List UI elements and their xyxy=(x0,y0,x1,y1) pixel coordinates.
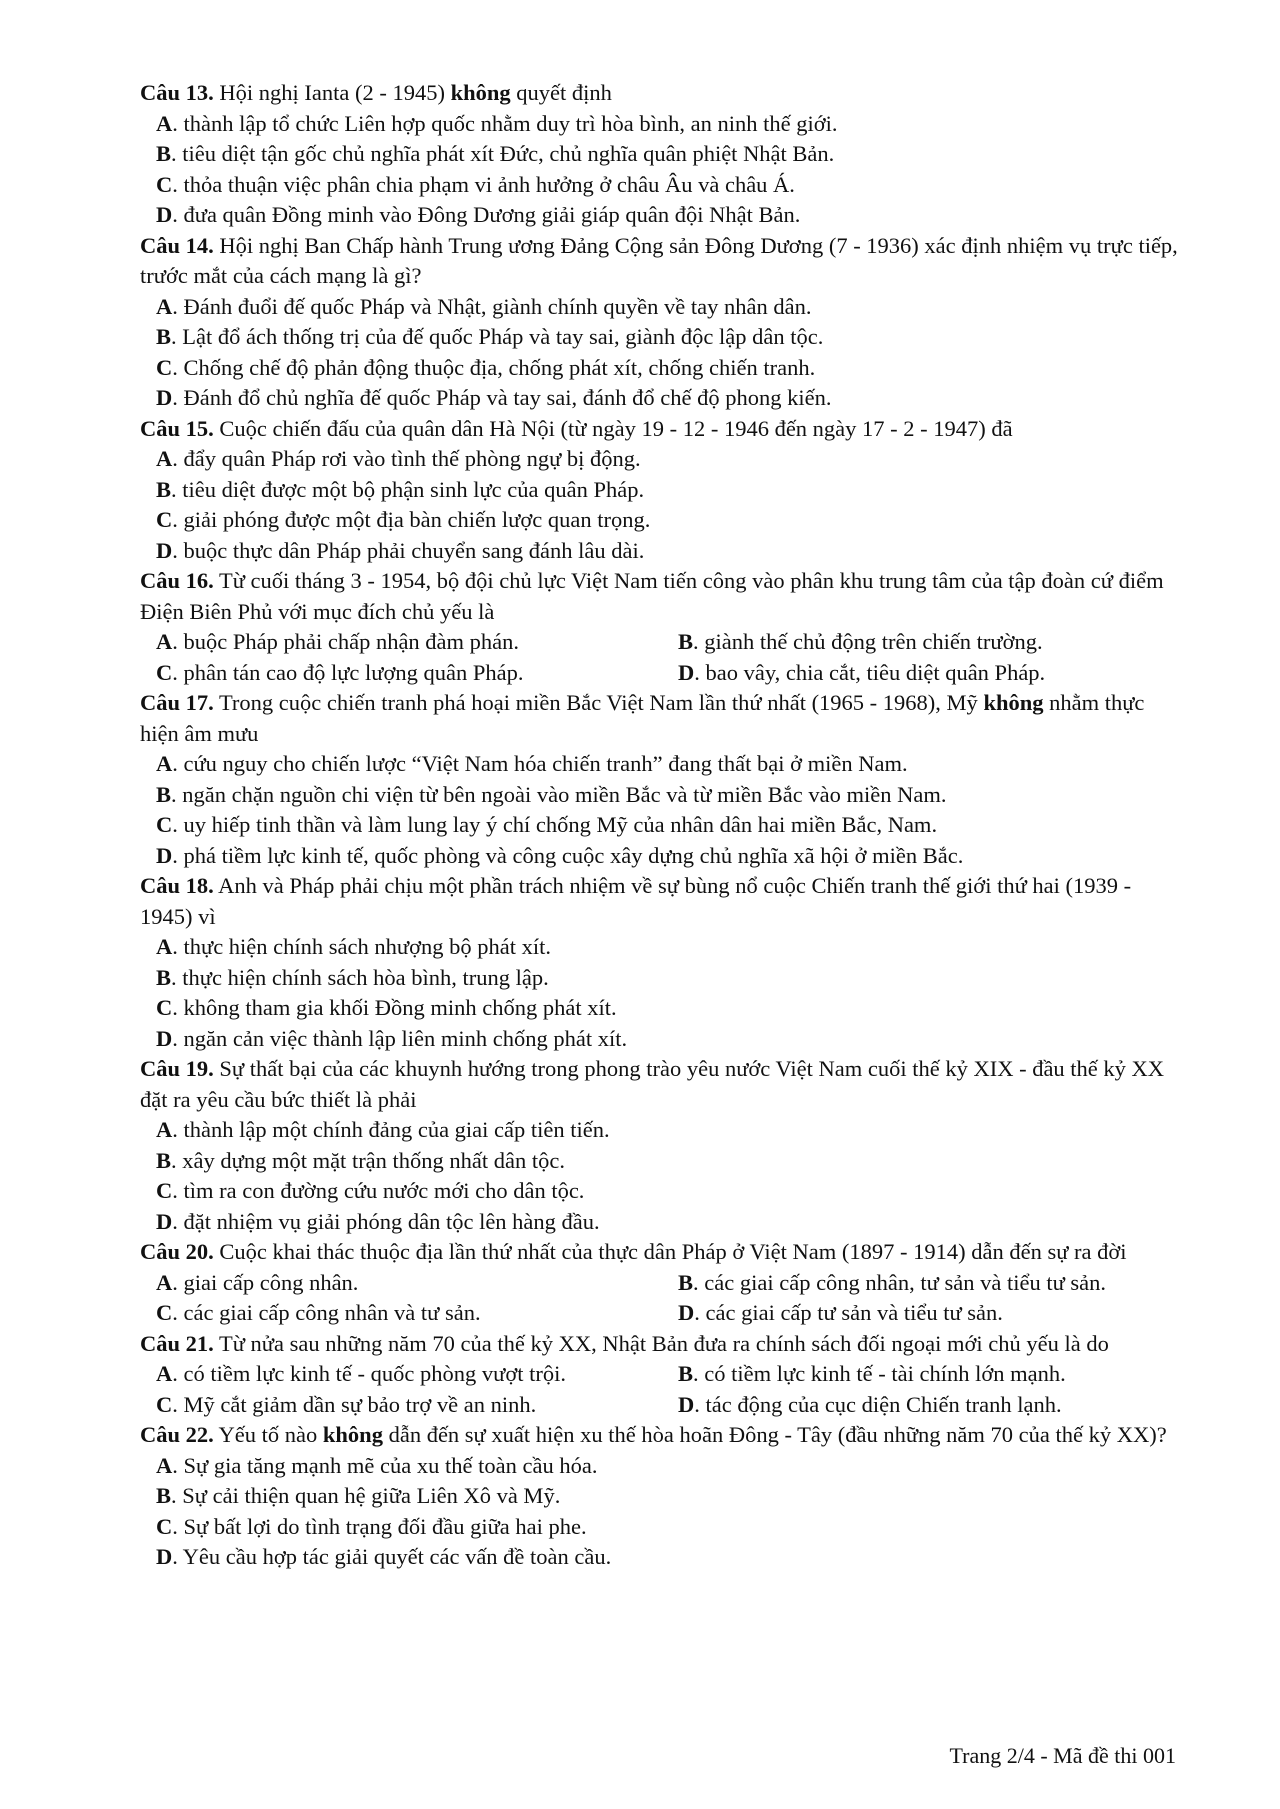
option-c: C. phân tán cao độ lực lượng quân Pháp. xyxy=(156,659,524,685)
option-a: A. thành lập một chính đảng của giai cấp tiên tiến. xyxy=(156,1117,610,1142)
options xyxy=(156,1268,1180,1329)
option-c: C. uy hiếp tinh thần và làm lung lay ý chí chống Mỹ của nhân dân hai miền Bắc, Nam. xyxy=(156,812,938,837)
question-number: Câu 22. xyxy=(140,1422,214,1447)
option-c: C. thỏa thuận việc phân chia phạm vi ảnh hưởng ở châu Âu và châu Á. xyxy=(156,171,795,197)
option-label: B xyxy=(156,1147,172,1173)
option-text: đặt nhiệm vụ giải phóng dân tộc lên hàng đầu. xyxy=(183,1208,600,1234)
question-stem xyxy=(140,1054,1180,1115)
option-text: Sự cải thiện quan hệ giữa Liên Xô và Mỹ. xyxy=(182,1483,561,1508)
options xyxy=(156,292,1180,414)
option-text: không tham gia khối Đồng minh chống phát xít. xyxy=(183,995,617,1020)
option-d: D. buộc thực dân Pháp phải chuyển sang đánh lâu dài. xyxy=(156,537,645,563)
option-label: C xyxy=(156,995,173,1020)
option-b: B. Sự cải thiện quan hệ giữa Liên Xô và Mỹ. xyxy=(156,1483,561,1508)
option-d: D. Yêu cầu hợp tác giải quyết các vấn đề toàn cầu. xyxy=(156,1544,612,1569)
option-a: A. buộc Pháp phải chấp nhận đàm phán. xyxy=(156,629,520,654)
option-a: A. cứu nguy cho chiến lược “Việt Nam hóa chiến tranh” đang thất bại ở miền Nam. xyxy=(156,751,908,776)
option-d: D. đưa quân Đồng minh vào Đông Dương giải giáp quân đội Nhật Bản. xyxy=(156,202,801,227)
option-label: B xyxy=(156,141,172,166)
option-text: ngăn cản việc thành lập liên minh chống phát xít. xyxy=(183,1025,628,1051)
option-label: A xyxy=(156,629,173,654)
options xyxy=(156,749,1180,871)
question-number: Câu 18. xyxy=(140,873,214,898)
option-text: Đánh đuổi đế quốc Pháp và Nhật, giành chính quyền về tay nhân dân. xyxy=(183,293,812,319)
question-number: Câu 13. xyxy=(140,80,214,105)
question-22 xyxy=(140,1420,1180,1573)
stem-text: Hội nghị Ban Chấp hành Trung ương Đảng Cộng sản Đông Dương (7 - 1936) xác định nhiệm vụ trực tiếp, trước mắt của cách mạng là gì? xyxy=(140,232,1184,288)
option-b: B. xây dựng một mặt trận thống nhất dân tộc. xyxy=(156,1147,566,1173)
question-number: Câu 17. xyxy=(140,690,214,715)
option-text: đẩy quân Pháp rơi vào tình thế phòng ngự bị động. xyxy=(183,446,641,471)
stem-text: Cuộc khai thác thuộc địa lần thứ nhất của thực dân Pháp ở Việt Nam (1897 - 1914) dẫn đến sự ra đời xyxy=(213,1239,1127,1264)
question-13 xyxy=(140,78,1180,231)
option-text: ngăn chặn nguồn chi viện từ bên ngoài vào miền Bắc và từ miền Bắc vào miền Nam. xyxy=(182,781,947,807)
stem-text: nhằm thực hiện âm mưu xyxy=(140,690,1151,746)
option-text: Yêu cầu hợp tác giải quyết các vấn đề toàn cầu. xyxy=(182,1544,612,1569)
options xyxy=(156,1451,1180,1573)
option-label: C xyxy=(156,812,173,837)
option-label: B xyxy=(156,781,172,807)
option-label: D xyxy=(156,1544,173,1569)
option-label: C xyxy=(156,659,173,685)
option-c: C. giải phóng được một địa bàn chiến lược quan trọng. xyxy=(156,507,651,532)
question-19 xyxy=(140,1054,1180,1237)
question-number: Câu 20. xyxy=(140,1239,214,1264)
options xyxy=(156,1115,1180,1237)
option-text: các giai cấp tư sản và tiểu tư sản. xyxy=(705,1300,1003,1325)
question-stem xyxy=(140,688,1180,749)
question-stem xyxy=(140,414,1180,445)
stem-text: Sự thất bại của các khuynh hướng trong phong trào yêu nước Việt Nam cuối thế kỷ XIX - đầu thế kỷ XX đặt ra yêu cầu bức thiết là phải xyxy=(140,1056,1170,1112)
option-label: C xyxy=(156,354,173,380)
option-text: Sự gia tăng mạnh mẽ của xu thế toàn cầu hóa. xyxy=(183,1452,598,1478)
option-d: D. các giai cấp tư sản và tiểu tư sản. xyxy=(678,1300,1003,1325)
option-d: D. ngăn cản việc thành lập liên minh chống phát xít. xyxy=(156,1025,628,1051)
option-a: A. Sự gia tăng mạnh mẽ của xu thế toàn cầu hóa. xyxy=(156,1452,598,1478)
option-label: B xyxy=(678,1269,694,1295)
option-c: C. tìm ra con đường cứu nước mới cho dân tộc. xyxy=(156,1178,585,1203)
option-label: A xyxy=(156,293,173,319)
option-b: B. tiêu diệt được một bộ phận sinh lực của quân Pháp. xyxy=(156,476,645,502)
option-text: thực hiện chính sách hòa bình, trung lập. xyxy=(182,964,549,990)
option-text: đưa quân Đồng minh vào Đông Dương giải giáp quân đội Nhật Bản. xyxy=(183,202,801,227)
option-label: D xyxy=(678,659,695,685)
option-d: D. đặt nhiệm vụ giải phóng dân tộc lên hàng đầu. xyxy=(156,1208,600,1234)
question-number: Câu 21. xyxy=(140,1330,214,1356)
option-d: D. Đánh đổ chủ nghĩa đế quốc Pháp và tay sai, đánh đổ chế độ phong kiến. xyxy=(156,385,832,410)
option-a: A. đẩy quân Pháp rơi vào tình thế phòng ngự bị động. xyxy=(156,446,641,471)
stem-text: Hội nghị Ianta (2 - 1945) xyxy=(213,80,451,105)
option-a: A. thực hiện chính sách nhượng bộ phát xít. xyxy=(156,934,551,959)
option-text: thực hiện chính sách nhượng bộ phát xít. xyxy=(183,934,551,959)
option-b: B. Lật đổ ách thống trị của đế quốc Pháp và tay sai, giành độc lập dân tộc. xyxy=(156,324,824,349)
option-label: C xyxy=(156,1513,173,1539)
option-text: thành lập một chính đảng của giai cấp tiên tiến. xyxy=(183,1117,610,1142)
option-text: thỏa thuận việc phân chia phạm vi ảnh hưởng ở châu Âu và châu Á. xyxy=(183,171,795,197)
option-text: tiêu diệt được một bộ phận sinh lực của quân Pháp. xyxy=(182,476,645,502)
option-text: tìm ra con đường cứu nước mới cho dân tộc. xyxy=(183,1178,585,1203)
option-text: xây dựng một mặt trận thống nhất dân tộc. xyxy=(182,1147,566,1173)
question-21 xyxy=(140,1329,1180,1421)
option-text: phân tán cao độ lực lượng quân Pháp. xyxy=(183,659,524,685)
option-label: C xyxy=(156,1300,173,1325)
option-label: D xyxy=(156,385,173,410)
options xyxy=(156,627,1180,688)
option-b: B. các giai cấp công nhân, tư sản và tiểu tư sản. xyxy=(678,1269,1107,1295)
option-label: A xyxy=(156,1361,173,1386)
option-text: thành lập tổ chức Liên hợp quốc nhằm duy trì hòa bình, an ninh thế giới. xyxy=(183,110,838,136)
question-15 xyxy=(140,414,1180,567)
page-footer: Trang 2/4 - Mã đề thi 001 xyxy=(949,1743,1176,1768)
option-text: phá tiềm lực kinh tế, quốc phòng và công cuộc xây dựng chủ nghĩa xã hội ở miền Bắc. xyxy=(183,842,964,868)
option-a: A. có tiềm lực kinh tế - quốc phòng vượt trội. xyxy=(156,1361,566,1386)
option-label: D xyxy=(156,842,173,868)
option-label: C xyxy=(156,1391,173,1417)
question-stem xyxy=(140,566,1180,627)
stem-text: Anh và Pháp phải chịu một phần trách nhiệm về sự bùng nổ cuộc Chiến tranh thế giới thứ hai (1939 - 1945) vì xyxy=(140,873,1137,929)
stem-text: Cuộc chiến đấu của quân dân Hà Nội (từ ngày 19 - 12 - 1946 đến ngày 17 - 2 - 1947) đã xyxy=(213,415,1013,441)
option-label: B xyxy=(156,324,172,349)
options xyxy=(156,1359,1180,1420)
option-label: A xyxy=(156,751,173,776)
option-label: D xyxy=(156,202,173,227)
option-text: Chống chế độ phản động thuộc địa, chống phát xít, chống chiến tranh. xyxy=(183,354,816,380)
option-label: B xyxy=(156,476,172,502)
question-number: Câu 16. xyxy=(140,568,214,593)
option-b: B. có tiềm lực kinh tế - tài chính lớn mạnh. xyxy=(678,1361,1066,1386)
question-20 xyxy=(140,1237,1180,1329)
emphasis-text: không xyxy=(450,80,511,105)
option-text: bao vây, chia cắt, tiêu diệt quân Pháp. xyxy=(705,659,1046,685)
option-text: uy hiếp tinh thần và làm lung lay ý chí chống Mỹ của nhân dân hai miền Bắc, Nam. xyxy=(183,812,938,837)
question-stem xyxy=(140,1237,1180,1268)
option-text: có tiềm lực kinh tế - quốc phòng vượt trội. xyxy=(183,1361,566,1386)
option-text: tác động của cục diện Chiến tranh lạnh. xyxy=(705,1391,1062,1417)
question-stem xyxy=(140,1420,1180,1451)
option-label: D xyxy=(156,1208,173,1234)
option-text: các giai cấp công nhân và tư sản. xyxy=(183,1300,481,1325)
option-d: D. phá tiềm lực kinh tế, quốc phòng và công cuộc xây dựng chủ nghĩa xã hội ở miền Bắc. xyxy=(156,842,964,868)
option-label: D xyxy=(678,1300,695,1325)
option-d: D. tác động của cục diện Chiến tranh lạnh. xyxy=(678,1391,1062,1417)
option-label: A xyxy=(156,1117,173,1142)
option-label: B xyxy=(678,629,694,654)
question-stem xyxy=(140,871,1180,932)
question-stem xyxy=(140,78,1180,109)
option-text: buộc Pháp phải chấp nhận đàm phán. xyxy=(183,629,520,654)
question-number: Câu 15. xyxy=(140,415,214,441)
option-b: B. tiêu diệt tận gốc chủ nghĩa phát xít Đức, chủ nghĩa quân phiệt Nhật Bản. xyxy=(156,141,835,166)
exam-page xyxy=(140,78,1184,1573)
stem-text: Từ cuối tháng 3 - 1954, bộ đội chủ lực Việt Nam tiến công vào phân khu trung tâm của tập đoàn cứ điểm Điện Biên Phủ với mục đích chủ yếu là xyxy=(140,568,1170,624)
stem-text: Từ nửa sau những năm 70 của thế kỷ XX, Nhật Bản đưa ra chính sách đối ngoại mới chủ yếu là do xyxy=(213,1330,1109,1356)
question-number: Câu 14. xyxy=(140,232,214,258)
question-16 xyxy=(140,566,1180,688)
option-a: A. thành lập tổ chức Liên hợp quốc nhằm duy trì hòa bình, an ninh thế giới. xyxy=(156,110,838,136)
options xyxy=(156,932,1180,1054)
option-label: D xyxy=(678,1391,695,1417)
option-a: A. giai cấp công nhân. xyxy=(156,1269,359,1295)
option-label: A xyxy=(156,446,173,471)
options xyxy=(156,444,1180,566)
option-text: các giai cấp công nhân, tư sản và tiểu tư sản. xyxy=(704,1269,1107,1295)
stem-text: quyết định xyxy=(510,80,612,105)
question-17 xyxy=(140,688,1180,871)
option-label: B xyxy=(156,1483,172,1508)
option-c: C. Chống chế độ phản động thuộc địa, chống phát xít, chống chiến tranh. xyxy=(156,354,816,380)
option-text: có tiềm lực kinh tế - tài chính lớn mạnh. xyxy=(704,1361,1066,1386)
option-d: D. bao vây, chia cắt, tiêu diệt quân Pháp. xyxy=(678,659,1046,685)
option-text: giai cấp công nhân. xyxy=(183,1269,359,1295)
option-b: B. ngăn chặn nguồn chi viện từ bên ngoài vào miền Bắc và từ miền Bắc vào miền Nam. xyxy=(156,781,947,807)
option-label: C xyxy=(156,1178,173,1203)
option-text: tiêu diệt tận gốc chủ nghĩa phát xít Đức, chủ nghĩa quân phiệt Nhật Bản. xyxy=(182,141,835,166)
option-text: Mỹ cắt giảm dần sự bảo trợ về an ninh. xyxy=(183,1391,537,1417)
option-label: D xyxy=(156,1025,173,1051)
stem-text: Yếu tố nào xyxy=(213,1422,323,1447)
option-a: A. Đánh đuổi đế quốc Pháp và Nhật, giành chính quyền về tay nhân dân. xyxy=(156,293,812,319)
option-label: A xyxy=(156,110,173,136)
question-stem xyxy=(140,231,1184,292)
option-c: C. Sự bất lợi do tình trạng đối đầu giữa hai phe. xyxy=(156,1513,587,1539)
option-text: giành thế chủ động trên chiến trường. xyxy=(704,629,1043,654)
option-label: C xyxy=(156,171,173,197)
option-c: C. không tham gia khối Đồng minh chống phát xít. xyxy=(156,995,617,1020)
question-18 xyxy=(140,871,1180,1054)
option-b: B. giành thế chủ động trên chiến trường. xyxy=(678,629,1043,654)
option-c: C. các giai cấp công nhân và tư sản. xyxy=(156,1300,481,1325)
option-label: B xyxy=(678,1361,694,1386)
option-text: giải phóng được một địa bàn chiến lược quan trọng. xyxy=(183,507,651,532)
option-c: C. Mỹ cắt giảm dần sự bảo trợ về an ninh. xyxy=(156,1391,537,1417)
emphasis-text: không xyxy=(322,1422,383,1447)
option-label: B xyxy=(156,964,172,990)
option-text: cứu nguy cho chiến lược “Việt Nam hóa chiến tranh” đang thất bại ở miền Nam. xyxy=(183,751,908,776)
option-text: Sự bất lợi do tình trạng đối đầu giữa hai phe. xyxy=(183,1513,587,1539)
option-text: Lật đổ ách thống trị của đế quốc Pháp và tay sai, giành độc lập dân tộc. xyxy=(182,324,824,349)
question-stem xyxy=(140,1329,1180,1360)
option-label: A xyxy=(156,1269,173,1295)
question-14 xyxy=(140,231,1184,414)
emphasis-text: không xyxy=(983,690,1044,715)
option-text: buộc thực dân Pháp phải chuyển sang đánh lâu dài. xyxy=(183,537,645,563)
options xyxy=(156,109,1180,231)
stem-text: Trong cuộc chiến tranh phá hoại miền Bắc Việt Nam lần thứ nhất (1965 - 1968), Mỹ xyxy=(213,690,984,715)
stem-text: dẫn đến sự xuất hiện xu thế hòa hoãn Đông - Tây (đầu những năm 70 của thế kỷ XX)? xyxy=(382,1422,1167,1447)
option-b: B. thực hiện chính sách hòa bình, trung lập. xyxy=(156,964,549,990)
option-label: D xyxy=(156,537,173,563)
option-label: A xyxy=(156,934,173,959)
question-number: Câu 19. xyxy=(140,1056,214,1081)
option-label: A xyxy=(156,1452,173,1478)
option-label: C xyxy=(156,507,173,532)
option-text: Đánh đổ chủ nghĩa đế quốc Pháp và tay sai, đánh đổ chế độ phong kiến. xyxy=(183,385,832,410)
